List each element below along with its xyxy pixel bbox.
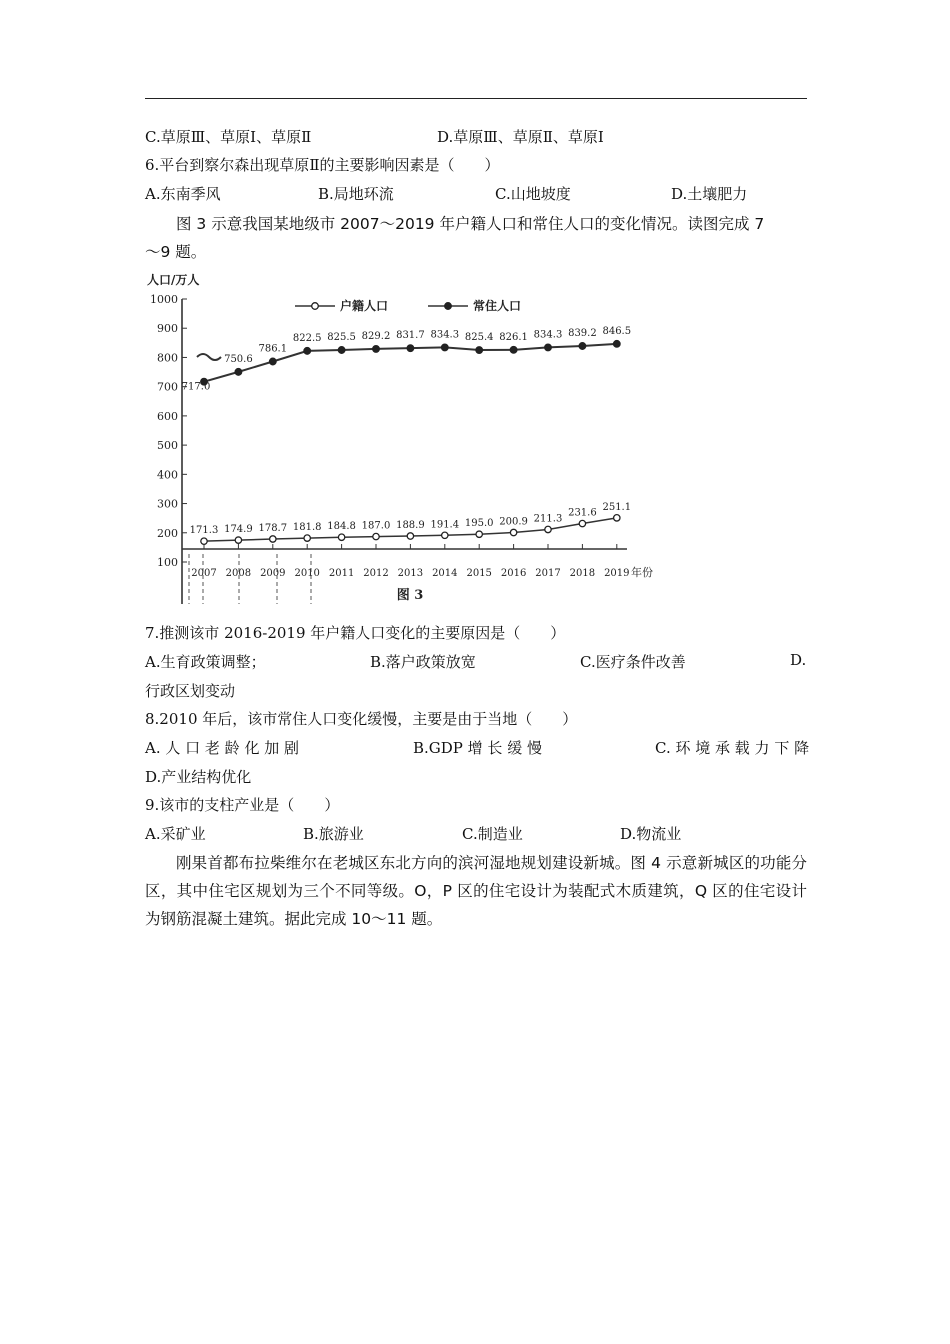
data-label: 195.0 bbox=[464, 518, 494, 530]
data-point bbox=[614, 341, 621, 348]
x-tick-label: 2015 bbox=[466, 568, 492, 579]
q7-option-d-text: 行政区划变动 bbox=[145, 682, 236, 700]
y-tick-label: 500 bbox=[157, 439, 178, 453]
data-label: 251.1 bbox=[602, 501, 632, 513]
axis-break-mark bbox=[197, 354, 221, 360]
q7-option-b: B.落户政策放宽 bbox=[370, 653, 476, 671]
header-rule bbox=[145, 98, 807, 99]
x-tick-label: 2014 bbox=[432, 568, 458, 579]
data-label: 181.8 bbox=[292, 522, 322, 534]
data-point bbox=[545, 344, 552, 351]
data-label: 829.2 bbox=[361, 330, 391, 342]
data-label: 171.3 bbox=[189, 525, 219, 537]
q8-option-b: B.GDP 增 长 缓 慢 bbox=[413, 739, 542, 757]
y-tick-label: 200 bbox=[157, 526, 178, 540]
data-label: 822.5 bbox=[292, 332, 322, 344]
x-tick-label: 2016 bbox=[500, 568, 527, 579]
y-tick-label: 900 bbox=[157, 322, 178, 336]
x-tick-label: 2009 bbox=[260, 568, 286, 579]
data-label: 834.3 bbox=[533, 329, 563, 341]
data-label: 231.6 bbox=[568, 507, 597, 519]
data-label: 184.8 bbox=[327, 521, 356, 533]
y-tick-label: 1000 bbox=[150, 293, 178, 306]
q6-option-d: D.土壤肥力 bbox=[671, 185, 748, 203]
x-tick-label: 2011 bbox=[328, 568, 355, 579]
q6-stem: 6.平台到察尔森出现草原Ⅱ的主要影响因素是（ ） bbox=[145, 156, 500, 174]
data-point bbox=[614, 515, 620, 521]
data-label: 825.5 bbox=[327, 331, 356, 343]
chart-caption: 图 3 bbox=[396, 588, 424, 603]
data-point bbox=[407, 533, 413, 539]
y-tick-label: 600 bbox=[157, 409, 178, 423]
data-label: 200.9 bbox=[499, 516, 528, 528]
q7-option-d-letter: D. bbox=[790, 651, 807, 669]
legend-label: 户籍人口 bbox=[340, 299, 389, 313]
x-tick-label: 2012 bbox=[363, 568, 389, 579]
data-point bbox=[338, 534, 344, 540]
q9-option-c: C.制造业 bbox=[462, 825, 523, 843]
data-point bbox=[442, 532, 448, 538]
data-label: 786.1 bbox=[258, 343, 288, 355]
data-point bbox=[510, 347, 517, 354]
data-point bbox=[235, 537, 241, 543]
q9-option-a: A.采矿业 bbox=[145, 825, 206, 843]
data-label: 831.7 bbox=[396, 330, 425, 342]
data-label: 717.0 bbox=[181, 381, 211, 393]
q6-option-b: B.局地环流 bbox=[318, 185, 394, 203]
data-label: 188.9 bbox=[396, 520, 425, 532]
data-point bbox=[304, 535, 310, 541]
x-tick-label: 2018 bbox=[569, 568, 596, 579]
data-label: 191.4 bbox=[430, 519, 460, 531]
q8-stem: 8.2010 年后，该市常住人口变化缓慢，主要是由于当地（ ） bbox=[145, 710, 578, 728]
legend-label: 常住人口 bbox=[473, 299, 522, 313]
data-label: 826.1 bbox=[499, 331, 528, 343]
data-label: 846.5 bbox=[602, 325, 632, 337]
y-tick-label: 100 bbox=[157, 556, 178, 569]
intro-7-9-line1: 图 3 示意我国某地级市 2007～2019 年户籍人口和常住人口的变化情况。读图完成 7 bbox=[176, 215, 765, 233]
data-point bbox=[270, 358, 277, 365]
data-label: 174.9 bbox=[224, 524, 253, 536]
q7-stem: 7.推测该市 2016-2019 年户籍人口变化的主要原因是（ ） bbox=[145, 624, 566, 642]
y-tick-label: 800 bbox=[157, 351, 178, 365]
data-label: 750.6 bbox=[224, 353, 253, 365]
q6-option-a: A.东南季风 bbox=[145, 185, 221, 203]
data-point bbox=[510, 529, 516, 535]
x-tick-label: 2007 bbox=[191, 568, 217, 579]
legend-marker bbox=[445, 303, 452, 310]
population-line-chart bbox=[145, 262, 665, 607]
data-point bbox=[373, 533, 379, 539]
data-point bbox=[476, 531, 482, 537]
q8-option-d: D.产业结构优化 bbox=[145, 768, 252, 786]
q7-option-a: A.生育政策调整； bbox=[145, 653, 266, 671]
data-label: 187.0 bbox=[361, 520, 391, 532]
data-point bbox=[373, 346, 380, 353]
q5-option-d: D.草原Ⅲ、草原Ⅱ、草原Ⅰ bbox=[437, 128, 604, 146]
data-point bbox=[476, 347, 483, 354]
legend-marker bbox=[312, 303, 319, 310]
data-point bbox=[201, 538, 207, 544]
q8-option-c: C. 环 境 承 载 力 下 降 bbox=[655, 739, 810, 757]
intro-10-11: 刚果首都布拉柴维尔在老城区东北方向的滨河湿地规划建设新城。图 4 示意新城区的功能分区，其中住宅区规划为三个不同等级。O，P 区的住宅设计为装配式木质建筑，Q 区的住宅设计为钢筋混凝土建筑。据此完成 10～11 题。 bbox=[145, 854, 807, 928]
x-tick-label: 2013 bbox=[397, 568, 424, 579]
data-point bbox=[235, 369, 242, 376]
data-point bbox=[304, 348, 311, 355]
data-point bbox=[270, 536, 276, 542]
q6-option-c: C.山地坡度 bbox=[495, 185, 571, 203]
data-point bbox=[545, 526, 551, 532]
data-label: 834.3 bbox=[430, 329, 460, 341]
data-label: 211.3 bbox=[533, 513, 563, 525]
q5-option-c: C.草原Ⅲ、草原Ⅰ、草原Ⅱ bbox=[145, 128, 312, 146]
y-axis-label: 人口/万人 bbox=[147, 273, 200, 287]
q8-option-a: A. 人 口 老 龄 化 加 剧 bbox=[145, 739, 299, 757]
x-tick-label: 2019 bbox=[604, 568, 630, 579]
x-tick-label: 2008 bbox=[225, 568, 252, 579]
data-point bbox=[407, 345, 414, 352]
y-tick-label: 700 bbox=[157, 380, 178, 394]
q9-option-d: D.物流业 bbox=[620, 825, 682, 843]
x-tick-label: 2010 bbox=[294, 568, 320, 579]
q7-option-c: C.医疗条件改善 bbox=[580, 653, 686, 671]
q9-stem: 9.该市的支柱产业是（ ） bbox=[145, 796, 340, 814]
intro-7-9-line2: ～9 题。 bbox=[145, 243, 207, 261]
q9-option-b: B.旅游业 bbox=[303, 825, 364, 843]
y-tick-label: 400 bbox=[157, 468, 178, 482]
data-point bbox=[579, 343, 586, 350]
data-point bbox=[579, 520, 585, 526]
data-point bbox=[338, 347, 345, 354]
y-tick-label: 300 bbox=[157, 497, 178, 511]
x-axis-label: 年份 bbox=[631, 566, 653, 579]
data-label: 178.7 bbox=[258, 523, 288, 535]
x-tick-label: 2017 bbox=[535, 568, 561, 579]
data-label: 839.2 bbox=[568, 327, 597, 339]
data-point bbox=[442, 344, 449, 351]
data-label: 825.4 bbox=[464, 332, 494, 344]
